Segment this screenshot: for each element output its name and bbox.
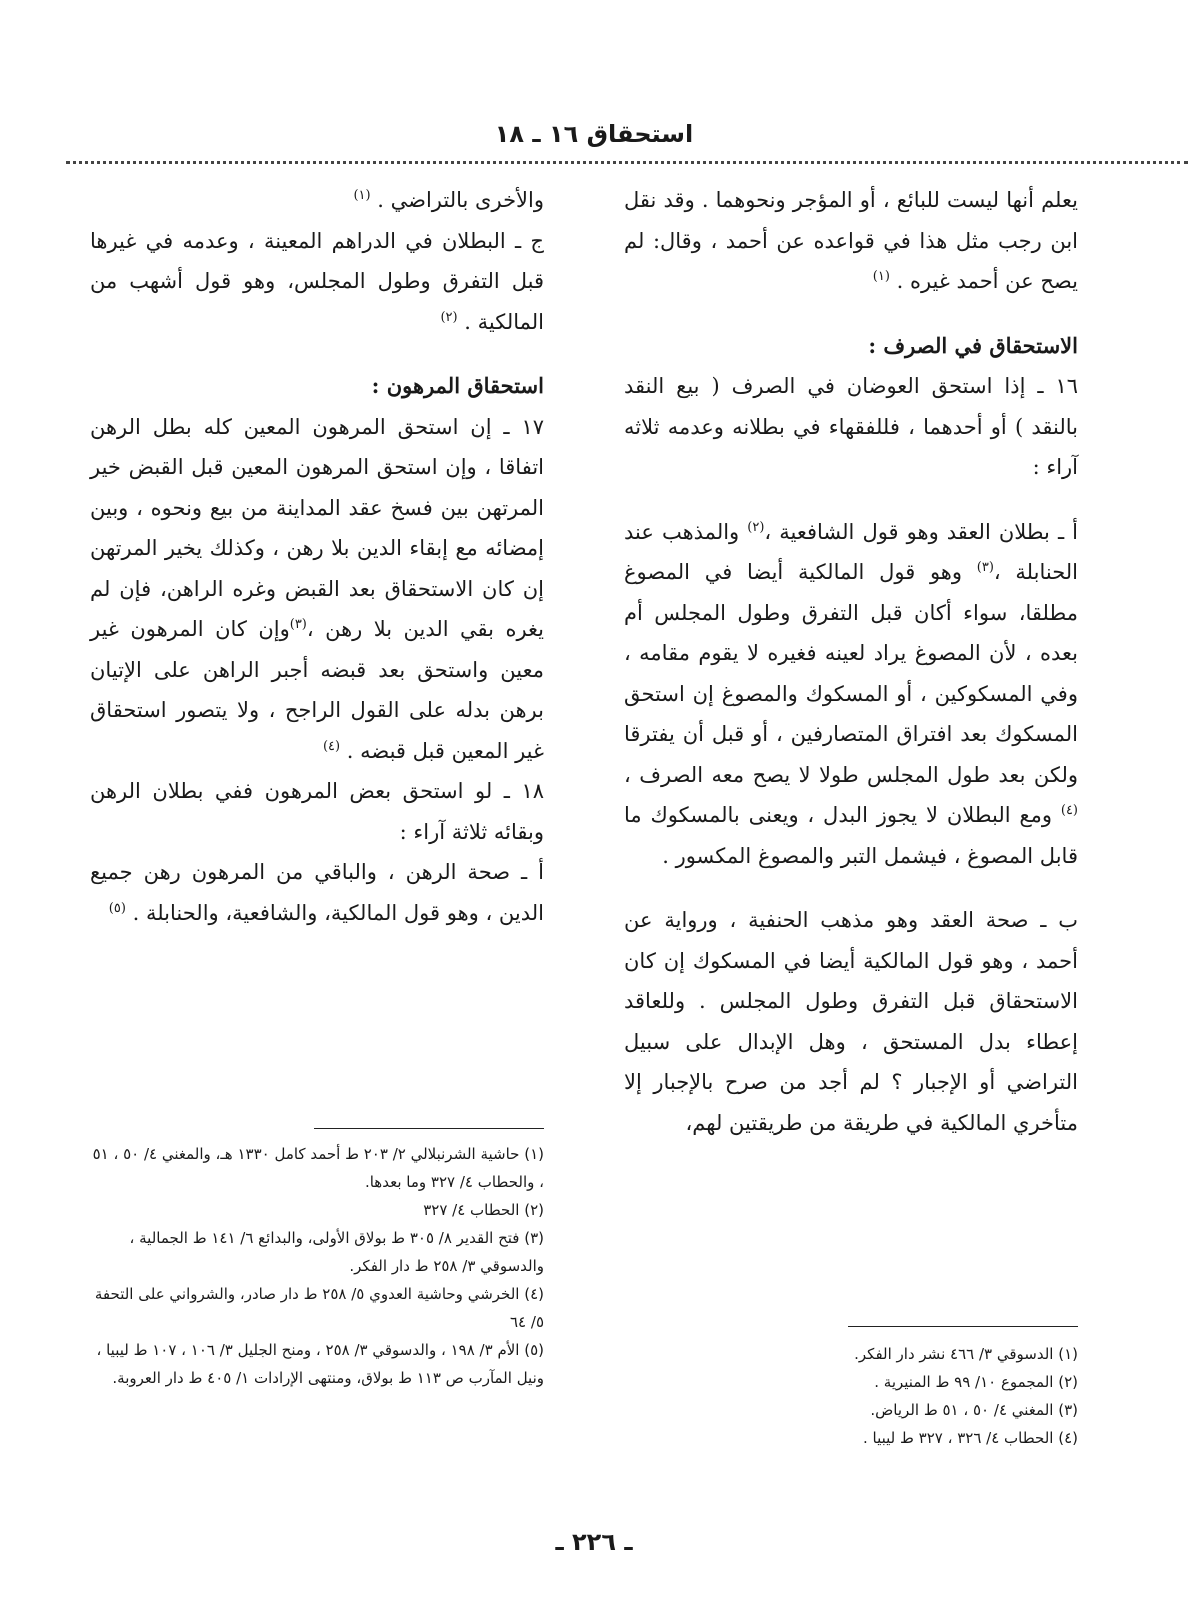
section-title-sarf: الاستحقاق في الصرف : (868, 332, 1078, 358)
paragraph-16-b: ب ـ صحة العقد وهو مذهب الحنفية ، ورواية عن أحمد ، وهو قول المالكية أيضا في المسكوك إن كان الاستحقاق قبل التفرق وطول المجلس . وللعاقد إعطاء بدل المستحق ، وهل الإبدال على سبيل التراضي أو الإجبار ؟ لم أجد من صرح بالإجبار إلا متأخري المالكية في طريقة من طريقتين لهم، (624, 908, 1078, 1135)
paragraph-18-a: أ ـ صحة الرهن ، والباقي من المرهون رهن جميع الدين ، وهو قول المالكية، والشافعية، والحنابلة . $^{(٥)}$ (90, 860, 544, 925)
footnote-separator-right (848, 1326, 1078, 1327)
footnote-item: (١) الدسوقي ٣/ ٤٦٦ نشر دار الفكر. (854, 1345, 1078, 1363)
footnote-ref: (١) (353, 188, 371, 203)
page-header: استحقاق ١٦ ـ ١٨ (494, 120, 694, 148)
footnote-item: (٣) فتح القدير ٨/ ٣٠٥ ط بولاق الأولى، والبدائع ٦/ ١٤١ ط الجمالية ، والدسوقي ٣/ ٢٥٨ ط دار الفكر. (129, 1229, 544, 1275)
footnote-item: (٤) الخرشي وحاشية العدوي ٥/ ٢٥٨ ط دار صادر، والشرواني على التحفة ٥/ ٦٤ (94, 1285, 544, 1331)
section-title-marhoon: استحقاق المرهون : (371, 373, 544, 398)
footnote-ref: (٣) (976, 560, 994, 575)
right-column (624, 180, 1078, 1143)
paragraph-16-a: أ ـ بطلان العقد وهو قول الشافعية ،$^{(٢)}$ والمذهب عند الحنابلة ،$^{(٣)}$ وهو قول المالكية أيضا في المصوغ مطلقا، سواء أكان قبل التفرق وطول المجلس أم بعده ، لأن المصوغ يراد لعينه فغيره لا يقوم مقامه ، وفي المسكوكين ، أو المسكوك والمصوغ إن استحق المسكوك بعد افتراق المتصارفين ، أو قبل أن يفترقا ولكن بعد طول المجلس طولا لا يصح معه الصرف ،$^{(٤)}$ ومع البطلان لا يجوز البدل ، ويعنى بالمسكوك ما قابل المصوغ ، فيشمل التبر والمصوغ المكسور . (624, 519, 1078, 868)
footnote-item: (٣) المغني ٤/ ٥٠ ، ٥١ ط الرياض. (870, 1401, 1078, 1419)
paragraph-17: ١٧ ـ إن استحق المرهون المعين كله بطل الرهن اتفاقا ، وإن استحق المرهون المعين قبل القبض خير المرتهن بين فسخ عقد المداينة من بيع ونحوه ، وبين إمضائه مع إبقاء الدين بلا رهن ، وكذلك يخير المرتهن إن كان الاستحقاق بعد القبض وغره الراهن، فإن لم يغره بقي الدين بلا رهن ،$^{(٣)}$وإن كان المرهون غير معين واستحق بعد قبضه أجبر الراهن على الإتيان برهن بدله على القول الراجح ، ولا يتصور استحقاق غير المعين قبل قبضه . $^{(٤)}$ (90, 414, 545, 763)
footnote-item: (٢) المجموع ١٠/ ٩٩ ط المنيرية . (874, 1373, 1078, 1391)
footnote-item: (٤) الحطاب ٤/ ٣٢٦ ، ٣٢٧ ط ليبيا . (862, 1429, 1078, 1447)
footnote-ref: (٤) (1060, 803, 1078, 818)
footnote-ref: (٢) (440, 309, 458, 325)
paragraph-18: ١٨ ـ لو استحق بعض المرهون ففي بطلان الرهن وبقائه ثلاثة آراء : (90, 779, 544, 844)
footnote-ref: (٤) (322, 738, 341, 754)
left-column (90, 180, 544, 933)
footnotes-left (90, 1140, 544, 1392)
footnotes-right (624, 1340, 1078, 1452)
paragraph-16: ١٦ ـ إذا استحق العوضان في الصرف ( بيع النقد بالنقد ) أو أحدهما ، فللفقهاء في بطلانه وعدمه ثلاثه آراء : (624, 374, 1078, 479)
footnote-ref: (٢) (747, 519, 765, 535)
footnote-item: (٥) الأم ٣/ ١٩٨ ، والدسوقي ٣/ ٢٥٨ ، ومنح الجليل ٣/ ١٠٦ ، ١٠٧ ط ليبيا ، ونيل المآرب ص ١١٣ ط بولاق، ومنتهى الإرادات ١/ ٤٠٥ ط دار العروبة. (96, 1341, 544, 1387)
footnote-item: (١) حاشية الشرنبلالي ٢/ ٢٠٣ ط أحمد كامل ١٣٣٠ هـ، والمغني ٤/ ٥٠ ، ٥١ ، والحطاب ٤/ ٣٢٧ وما بعدها. (92, 1145, 544, 1191)
footnote-ref: (٥) (108, 900, 126, 916)
footnote-item: (٢) الحطاب ٤/ ٣٢٧ (423, 1201, 544, 1219)
footnote-ref: (٣) (289, 617, 307, 632)
paragraph-16-c: ج ـ البطلان في الدراهم المعينة ، وعدمه في غيرها قبل التفرق وطول المجلس، وهو قول أشهب من المالكية . $^{(٢)}$ (90, 228, 544, 334)
header-dotted-rule (66, 161, 1188, 164)
right-intro-paragraph: يعلم أنها ليست للبائع ، أو المؤجر ونحوهما . وقد نقل ابن رجب مثل هذا في قواعده عن أحمد ، وقال: لم يصح عن أحمد غيره . $^{(١)}$ (624, 188, 1078, 293)
footnote-separator-left (314, 1128, 544, 1129)
footnote-ref: (١) (872, 269, 890, 284)
page-number: ـ ٢٢٦ ـ (555, 1528, 633, 1556)
left-continuation: والأخرى بالتراضي . $^{(١)}$ (353, 188, 544, 212)
